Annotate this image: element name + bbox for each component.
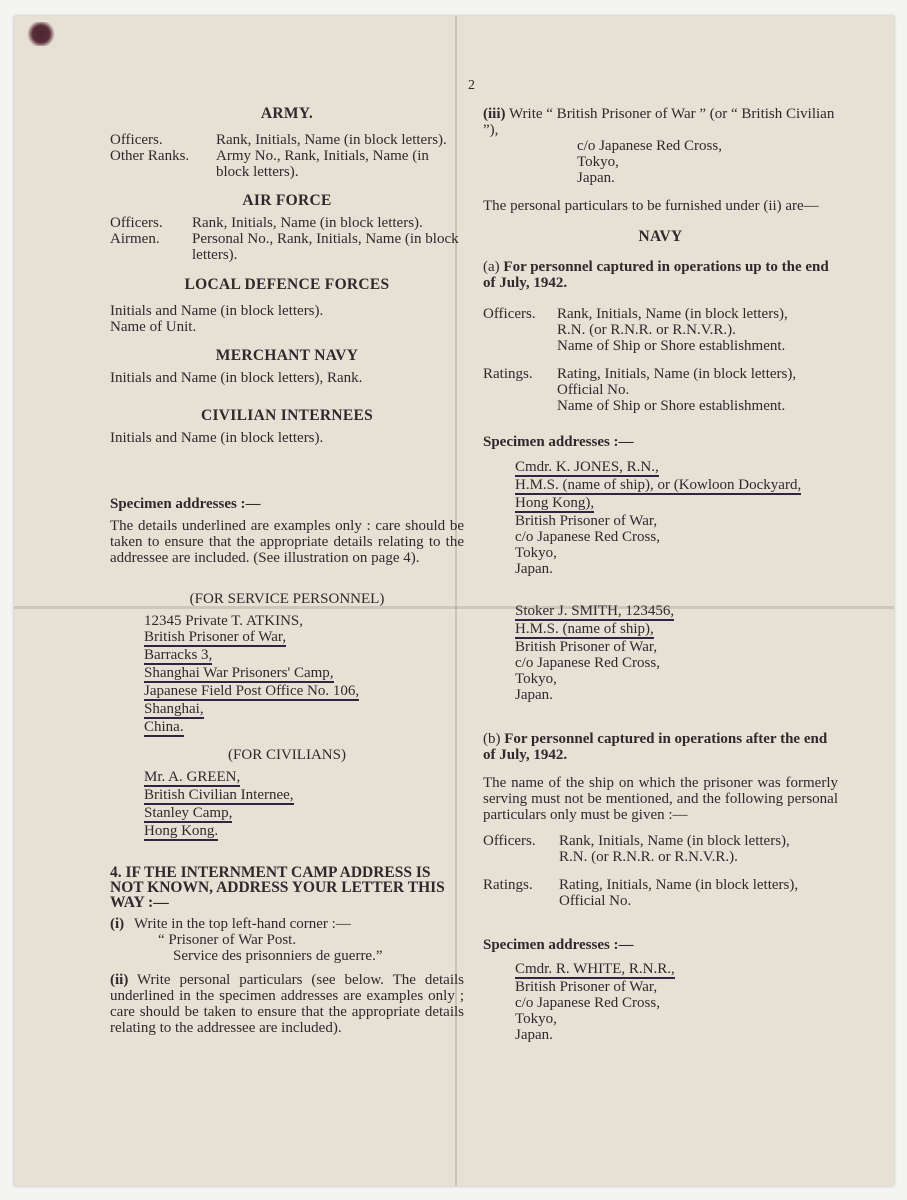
- army-officers-row: [110, 132, 464, 148]
- section-4-ii-text: Write personal particulars (see below. The details underlined in the specimen addresses are examples only ; care should be taken to ensure that the appropriate details relating to the addressee are included).: [110, 972, 464, 1036]
- b-ratings-label: Ratings.: [483, 877, 533, 893]
- army-other-text: Army No., Rank, Initials, Name (in block letters).: [216, 148, 429, 180]
- address-line: Shanghai War Prisoners' Camp,: [144, 665, 334, 681]
- iii-address: [577, 138, 838, 186]
- address-line: Japan.: [515, 687, 553, 703]
- a-officers-label: Officers.: [483, 306, 536, 322]
- iii-num: (iii): [483, 106, 506, 122]
- address-line: Japan.: [515, 561, 553, 577]
- specimen-heading-right-1: Specimen addresses :—: [483, 434, 634, 450]
- address-line: British Prisoner of War,: [144, 629, 287, 645]
- address-line: Mr. A. GREEN,: [144, 769, 241, 785]
- address-line: Tokyo,: [577, 154, 619, 170]
- army-officers-text: Rank, Initials, Name (in block letters).: [216, 132, 447, 148]
- army-other-label: Other Ranks.: [110, 148, 190, 164]
- section-4-i-num: (i): [110, 916, 125, 932]
- section-4-quote-1: “ Prisoner of War Post.: [158, 932, 297, 948]
- section-b: [483, 731, 838, 763]
- b-ratings-text: Rating, Initials, Name (in block letters), Official No.: [559, 877, 799, 909]
- merchant-navy-heading: MERCHANT NAVY: [215, 347, 359, 364]
- address-line: Stoker J. SMITH, 123456,: [515, 603, 675, 619]
- address-line: Japan.: [515, 1027, 553, 1043]
- address-line: China.: [144, 719, 184, 735]
- a-ratings-text: Rating, Initials, Name (in block letters), Official No. Name of Ship or Shore establishment.: [557, 366, 797, 414]
- iii-paragraph: [483, 106, 838, 138]
- section-4-ii: [110, 972, 464, 1036]
- address-line: H.M.S. (name of ship),: [515, 621, 654, 637]
- specimen-heading-left: Specimen addresses :—: [110, 496, 261, 512]
- section-b-num: (b): [483, 731, 501, 747]
- specimen-heading-right-2: Specimen addresses :—: [483, 937, 634, 953]
- address-line: Japanese Field Post Office No. 106,: [144, 683, 360, 699]
- air-officers-text: Rank, Initials, Name (in block letters).: [192, 215, 423, 231]
- section-b-note: The name of the ship on which the prisoner was formerly serving must not be mentioned, and the following personal particulars only must be given :—: [483, 775, 838, 823]
- right-column: [483, 106, 838, 1043]
- address-line: c/o Japanese Red Cross,: [515, 995, 660, 1011]
- address-line: c/o Japanese Red Cross,: [515, 529, 660, 545]
- b-officers-text: Rank, Initials, Name (in block letters), R.N. (or R.N.R. or R.N.V.R.).: [559, 833, 790, 865]
- air-force-heading: AIR FORCE: [242, 192, 332, 209]
- b-ratings-row: [483, 877, 838, 909]
- address-line: Barracks 3,: [144, 647, 213, 663]
- address-line: British Prisoner of War,: [515, 979, 658, 995]
- specimen-note: The details underlined are examples only : care should be taken to ensure that the appropriate details relating to the addressee are included. (See illustration on page 4).: [110, 518, 464, 566]
- airmen-row: [110, 231, 464, 263]
- address-line: British Civilian Internee,: [144, 787, 294, 803]
- address-line: Tokyo,: [515, 671, 557, 687]
- b-officers-row: [483, 833, 838, 865]
- address-line: Tokyo,: [515, 1011, 557, 1027]
- air-officers-row: [110, 215, 464, 231]
- section-4-quote-2: Service des prisonniers de guerre.”: [173, 948, 383, 964]
- airmen-text: Personal No., Rank, Initials, Name (in block letters).: [192, 231, 459, 263]
- merchant-navy-line1: Initials and Name (in block letters), Rank.: [110, 370, 363, 386]
- jones-address: [515, 459, 838, 577]
- local-defence-line1: Initials and Name (in block letters).: [110, 303, 324, 319]
- a-officers-text: Rank, Initials, Name (in block letters), R.N. (or R.N.R. or R.N.V.R.). Name of Ship or Shore establishment.: [557, 306, 788, 354]
- section-4-i-text: Write in the top left-hand corner :—: [134, 916, 351, 932]
- address-line: Stanley Camp,: [144, 805, 233, 821]
- airmen-label: Airmen.: [110, 231, 160, 247]
- left-column: [110, 106, 464, 1036]
- address-line: British Prisoner of War,: [515, 513, 658, 529]
- service-address: [144, 613, 464, 737]
- b-officers-label: Officers.: [483, 833, 536, 849]
- page-number: 2: [468, 78, 475, 93]
- navy-heading: NAVY: [638, 228, 683, 245]
- address-line: Hong Kong),: [515, 495, 595, 511]
- particulars-text: The personal particulars to be furnished under (ii) are—: [483, 198, 819, 214]
- civilian-address: [144, 769, 464, 841]
- iii-text: Write “ British Prisoner of War ” (or “ British Civilian ”),: [483, 106, 835, 138]
- address-line: Tokyo,: [515, 545, 557, 561]
- army-officers-label: Officers.: [110, 132, 163, 148]
- a-ratings-row: [483, 366, 838, 414]
- address-line: H.M.S. (name of ship), or (Kowloon Dockyard,: [515, 477, 802, 493]
- a-ratings-label: Ratings.: [483, 366, 533, 382]
- civilian-internees-heading: CIVILIAN INTERNEES: [200, 407, 374, 424]
- address-line: 12345 Private T. ATKINS,: [144, 613, 304, 629]
- section-b-text: For personnel captured in operations after the end of July, 1942.: [483, 731, 828, 763]
- section-4-heading: 4. IF THE INTERNMENT CAMP ADDRESS IS NOT KNOWN, ADDRESS YOUR LETTER THIS WAY :—: [110, 864, 445, 911]
- address-line: c/o Japanese Red Cross,: [577, 138, 722, 154]
- civilians-heading: (FOR CIVILIANS): [228, 747, 346, 763]
- address-line: British Prisoner of War,: [515, 639, 658, 655]
- army-heading: ARMY.: [260, 105, 314, 122]
- address-line: Cmdr. K. JONES, R.N.,: [515, 459, 659, 475]
- local-defence-heading: LOCAL DEFENCE FORCES: [184, 276, 390, 293]
- section-a-num: (a): [483, 259, 500, 275]
- address-line: Shanghai,: [144, 701, 204, 717]
- address-line: c/o Japanese Red Cross,: [515, 655, 660, 671]
- section-a: [483, 259, 838, 291]
- smith-address: [515, 603, 838, 703]
- a-officers-row: [483, 306, 838, 354]
- ink-stain: [26, 22, 56, 46]
- local-defence-line2: Name of Unit.: [110, 319, 197, 335]
- address-line: Hong Kong.: [144, 823, 219, 839]
- army-other-row: [110, 148, 464, 180]
- service-personnel-heading: (FOR SERVICE PERSONNEL): [189, 591, 385, 607]
- address-line: Japan.: [577, 170, 615, 186]
- address-line: Cmdr. R. WHITE, R.N.R.,: [515, 961, 675, 977]
- white-address: [515, 961, 838, 1043]
- section-4-ii-num: (ii): [110, 972, 129, 988]
- civilian-internees-line1: Initials and Name (in block letters).: [110, 430, 324, 446]
- section-4-i: [110, 916, 464, 932]
- air-officers-label: Officers.: [110, 215, 163, 231]
- section-a-text: For personnel captured in operations up to the end of July, 1942.: [483, 259, 829, 291]
